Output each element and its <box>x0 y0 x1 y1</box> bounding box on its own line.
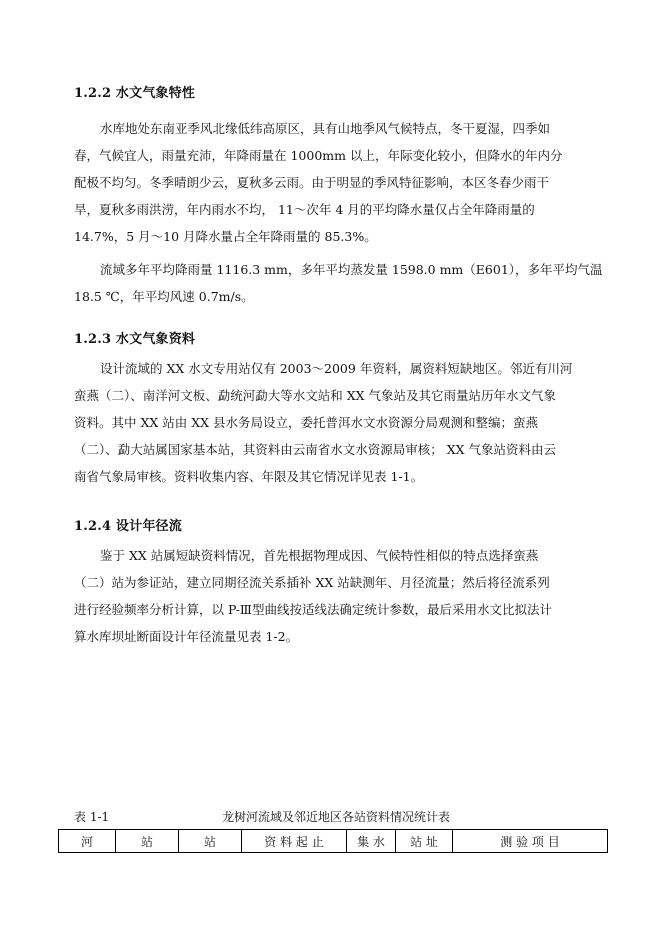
text-line: 算水库坝址断面设计年径流量见表 1-2。 <box>74 629 299 644</box>
header-cell-station-2: 站 <box>179 830 242 853</box>
text-line: （二）站为参证站，建立同期径流关系插补 XX 站缺测年、月径流量；然后将径流系列 <box>74 575 550 590</box>
header-cell-station-site: 站 址 <box>396 830 453 853</box>
paragraph-design-runoff <box>74 542 594 650</box>
text-line: 配极不均匀。冬季晴朗少云，夏秋多云雨。由于明显的季风特征影响，本区冬春少雨干 <box>74 175 550 190</box>
text-line: 鉴于 XX 站属短缺资料情况，首先根据物理成因、气候特性相似的特点选择蛮燕 <box>100 548 539 563</box>
text-line: 流域多年平均降雨量 1116.3 mm，多年平均蒸发量 1598.0 mm（E601），多年平均气温 <box>100 262 603 277</box>
section-heading-1-2-2: 1.2.2 水文气象特性 <box>74 86 196 101</box>
text-line: 蛮燕（二）、南洋河文板、勐统河勐大等水文站和 XX 气象站及其它雨量站历年水文气象 <box>74 388 556 403</box>
text-line: 进行经验频率分析计算，以 P-Ⅲ型曲线按适线法确定统计参数，最后采用水文比拟法计 <box>74 602 552 617</box>
text-line: 南省气象局审核。资料收集内容、年限及其它情况详见表 1-1。 <box>74 469 424 484</box>
header-cell-data-period: 资 料 起 止 <box>242 830 347 853</box>
paragraph-hydro-data <box>74 355 594 490</box>
table-title: 龙树河流域及邻近地区各站资料情况统计表 <box>222 810 451 824</box>
text-line: 设计流域的 XX 水文专用站仅有 2003～2009 年资料，属资料短缺地区。邻近有川河 <box>100 361 573 376</box>
header-cell-catchment: 集 水 <box>347 830 396 853</box>
header-cell-river: 河 <box>59 830 116 853</box>
table-header-row <box>59 830 608 853</box>
paragraph-hydro-characteristics <box>74 115 594 250</box>
text-line: 资料。其中 XX 站由 XX 县水务局设立，委托普洱水文水资源分局观测和整编；蛮燕 <box>74 415 538 430</box>
section-heading-1-2-4: 1.2.4 设计年径流 <box>74 519 182 534</box>
header-cell-station-1: 站 <box>116 830 179 853</box>
header-cell-survey-items: 测 验 项 目 <box>453 830 608 853</box>
station-data-table <box>58 829 608 853</box>
paragraph-rainfall-evaporation <box>74 256 603 310</box>
text-line: 14.7%，5 月～10 月降水量占全年降雨量的 85.3%。 <box>74 229 377 244</box>
text-line: （二）、勐大站属国家基本站，其资料由云南省水文水资源局审核； XX 气象站资料由云 <box>74 442 556 457</box>
section-heading-1-2-3: 1.2.3 水文气象资料 <box>74 332 196 347</box>
text-line: 水库地处东南亚季风北缘低纬高原区，具有山地季风气候特点，冬干夏湿，四季如 <box>100 121 551 136</box>
text-line: 旱，夏秋多雨洪涝，年内雨水不均， 11～次年 4 月的平均降水量仅占全年降雨量的 <box>74 202 535 217</box>
text-line: 18.5 ℃，年平均风速 0.7m/s。 <box>74 289 254 304</box>
table-label: 表 1-1 <box>74 810 110 824</box>
text-line: 春，气候宜人，雨量充沛，年降雨量在 1000mm 以上，年际变化较小，但降水的年内分 <box>74 148 563 163</box>
